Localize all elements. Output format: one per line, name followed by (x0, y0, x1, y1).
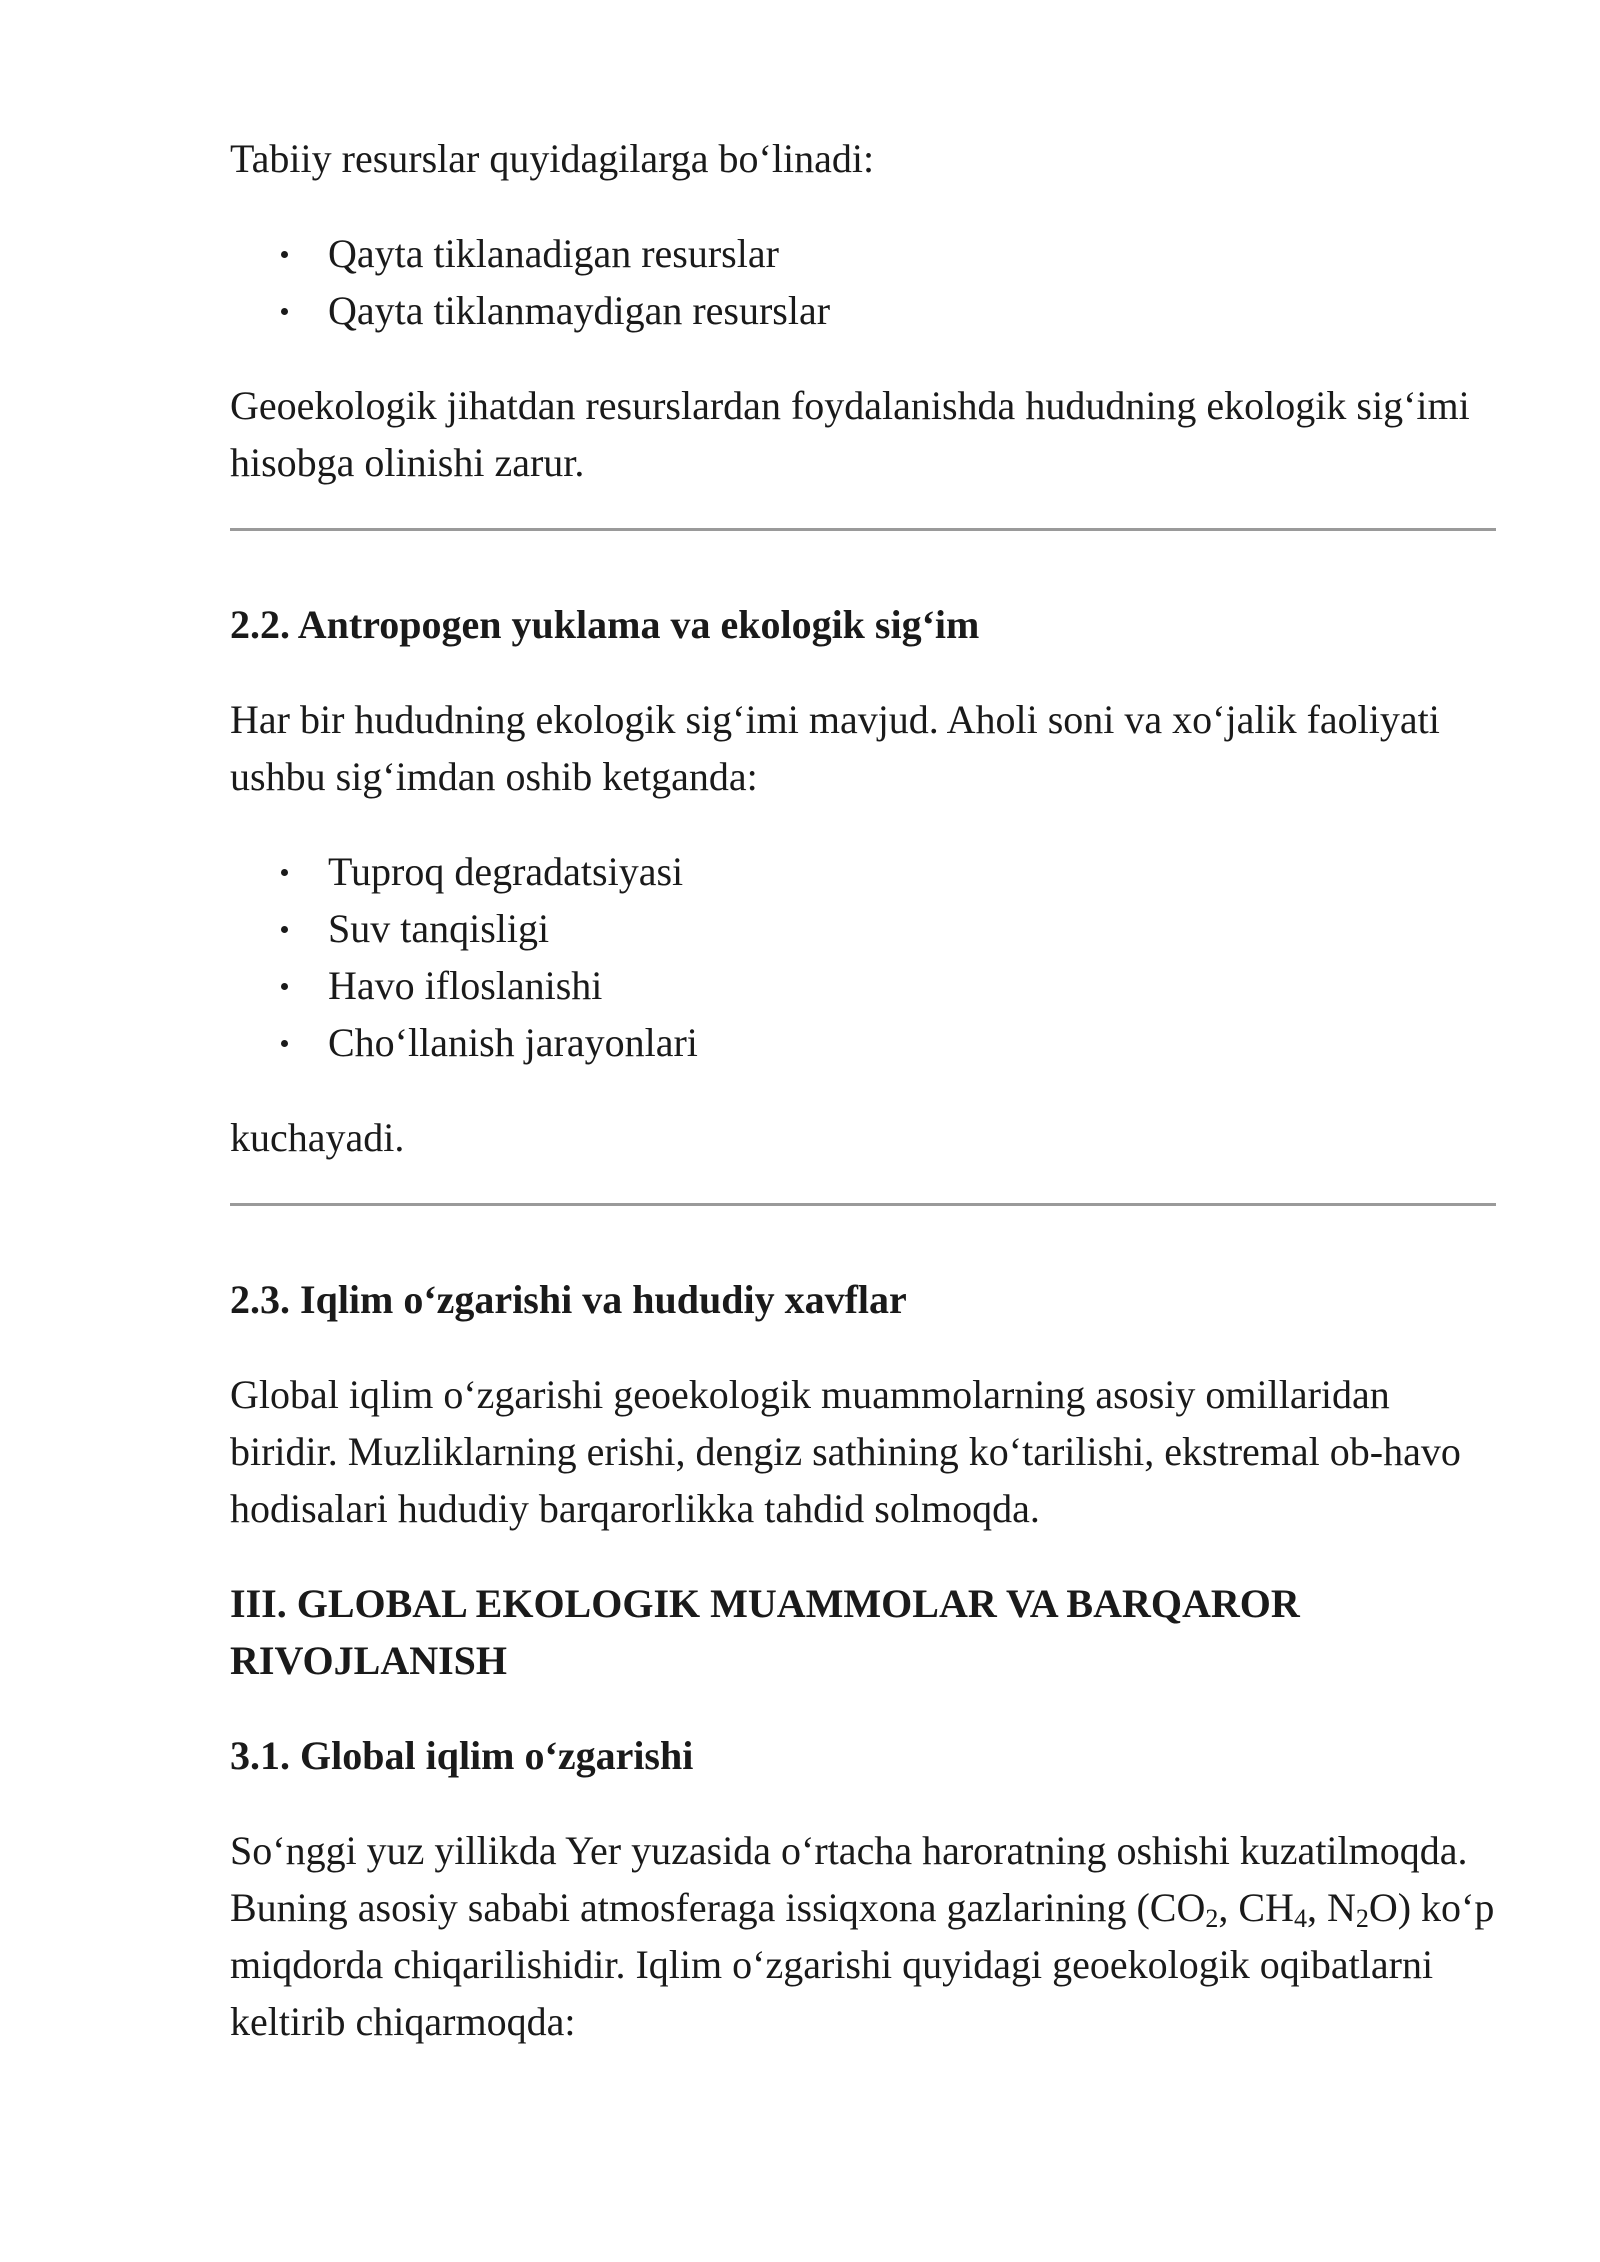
paragraph-text-start: So‘nggi yuz yillikda Yer yuzasida o‘rtacha haroratning oshishi kuzatilmoqda. Buning asosiy sababi atmosferaga issiqxona gazlarining ( (230, 1828, 1468, 1930)
list-item: Havo ifloslanishi (230, 957, 1496, 1014)
section-2-3-heading: 2.3. Iqlim o‘zgarishi va hududiy xavflar (230, 1277, 907, 1322)
gas-formula-n2o: $N_2O$ (1326, 1885, 1398, 1933)
impacts-list (230, 843, 1496, 1071)
list-item: Tuproq degradatsiyasi (230, 843, 1496, 900)
section-3-1-heading: 3.1. Global iqlim o‘zgarishi (230, 1733, 694, 1778)
resource-types-list (230, 225, 1496, 339)
gas-formula-ch4: $CH_4$ (1238, 1885, 1307, 1933)
intro-conclusion-paragraph: Geoekologik jihatdan resurslardan foydalanishda hududning ekologik sig‘imi hisobga olinishi zarur. (230, 383, 1470, 485)
chapter-3-heading: III. GLOBAL EKOLOGIK MUAMMOLAR VA BARQAROR RIVOJLANISH (230, 1581, 1300, 1683)
section-divider (230, 1203, 1496, 1206)
section-2-3-paragraph: Global iqlim o‘zgarishi geoekologik muammolarning asosiy omillaridan biridir. Muzliklarning erishi, dengiz sathining ko‘tarilishi, ekstremal ob-havo hodisalari hududiy barqarorlikka tahdid solmoqda. (230, 1372, 1461, 1531)
gas-formula-co2: $CO_2$ (1149, 1885, 1219, 1933)
section-3-1-paragraph: So‘nggi yuz yillikda Yer yuzasida o‘rtacha haroratning oshishi kuzatilmoqda. Buning asosiy sababi atmosferaga issiqxona gazlarining ($CO_2$, $CH_4$, $N_2O$) ko‘p miqdorda chiqarilishidir. Iqlim o‘zgarishi quyidagi geoekologik oqibatlarni keltirib chiqarmoqda: (230, 1828, 1495, 2044)
paragraph-text-end: ) ko‘p miqdorda chiqarilishidir. Iqlim o‘zgarishi quyidagi geoekologik oqibatlarni keltirib chiqarmoqda: (230, 1885, 1495, 2044)
section-2-2-heading: 2.2. Antropogen yuklama va ekologik sig‘im (230, 602, 980, 647)
list-item: Qayta tiklanmaydigan resurslar (230, 282, 1496, 339)
list-item: Suv tanqisligi (230, 900, 1496, 957)
document-page (230, 130, 1496, 2050)
section-2-2-conclusion: kuchayadi. (230, 1115, 405, 1160)
section-divider (230, 528, 1496, 531)
list-item: Qayta tiklanadigan resurslar (230, 225, 1496, 282)
intro-paragraph: Tabiiy resurslar quyidagilarga bo‘linadi: (230, 136, 875, 181)
list-item: Cho‘llanish jarayonlari (230, 1014, 1496, 1071)
section-2-2-paragraph: Har bir hududning ekologik sig‘imi mavjud. Aholi soni va xo‘jalik faoliyati ushbu sig‘imdan oshib ketganda: (230, 697, 1440, 799)
